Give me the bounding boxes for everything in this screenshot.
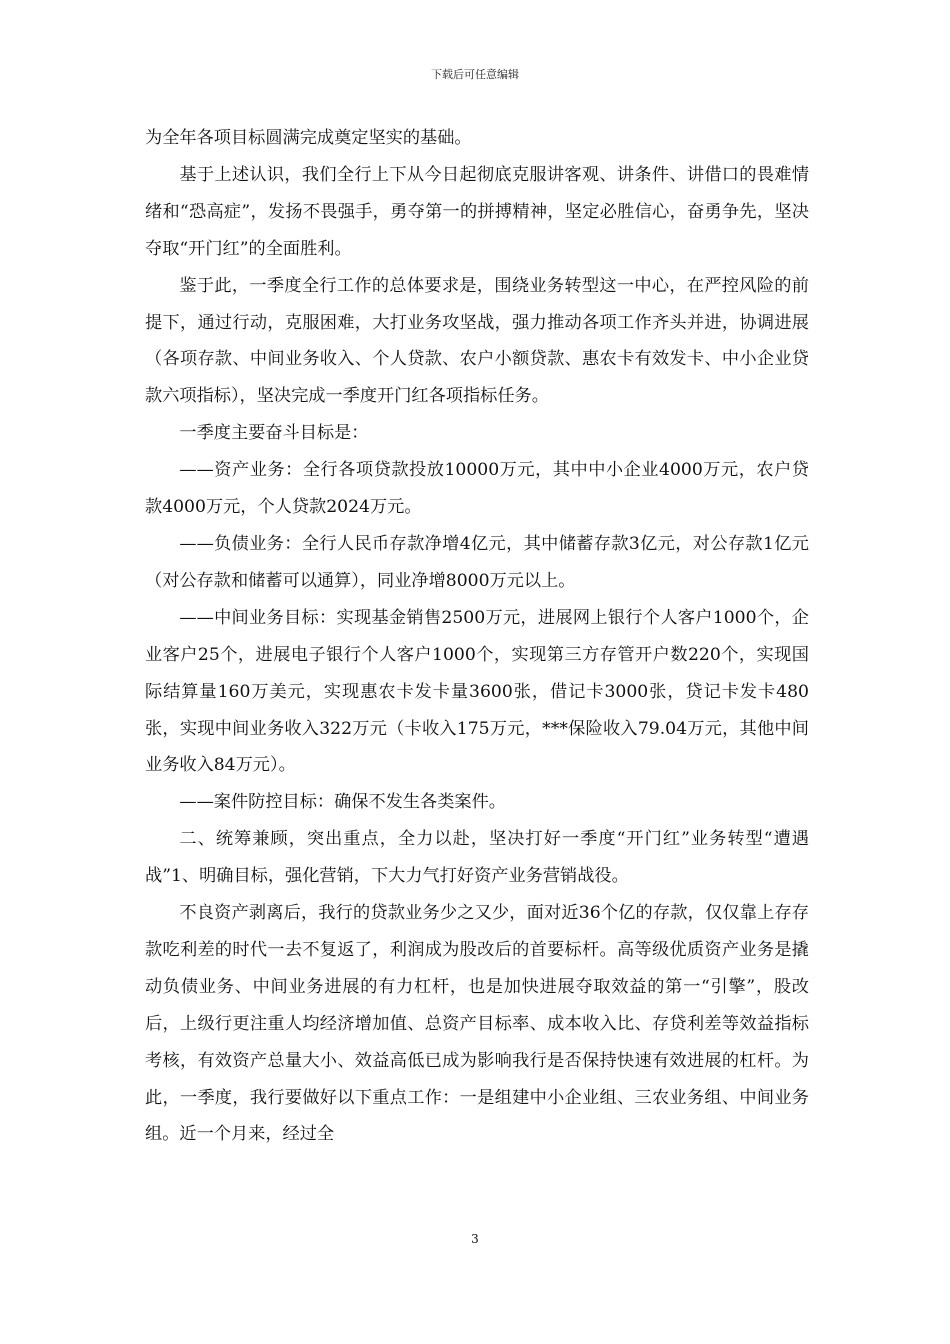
paragraph: 一季度主要奋斗目标是： [179,423,369,444]
document-body [145,120,809,1153]
paragraph: 为全年各项目标圆满完成奠定坚实的基础。 [145,128,472,148]
paragraph: ——负债业务：全行人民币存款净增4亿元，其中储蓄存款3亿元，对公存款1亿元（对公存款和储蓄可以通算），同业净增8000万元以上。 [145,533,809,591]
paragraph: 不良资产剥离后，我行的贷款业务少之又少，面对近36个亿的存款，仅仅靠上存存款吃利差的时代一去不复返了，利润成为股改后的首要标杆。高等级优质资产业务是撬动负债业务、中间业务进展的有力杠杆，也是加快进展夺取效益的第一“引擎”，股改后，上级行更注重人均经济增加值、总资产目标率、成本收入比、存贷利差等效益指标考核，有效资产总量大小、效益高低已成为影响我行是否保持快速有效进展的杠杆。为此，一季度，我行要做好以下重点工作：一是组建中小企业组、三农业务组、中间业务组。近一个月来，经过全 [145,903,809,1145]
paragraph: ——案件防控目标：确保不发生各类案件。 [179,792,506,813]
paragraph: 鉴于此，一季度全行工作的总体要求是，围绕业务转型这一中心，在严控风险的前提下，通过行动，克服困难，大打业务攻坚战，强力推动各项工作齐头并进，协调进展（各项存款、中间业务收入、个人贷款、农户小额贷款、惠农卡有效发卡、中小企业贷款六项指标），坚决完成一季度开门红各项指标任务。 [145,275,809,407]
paragraph: ——资产业务：全行各项贷款投放10000万元，其中中小企业4000万元，农户贷款4000万元，个人贷款2024万元。 [145,460,809,518]
paragraph: 二、统筹兼顾，突出重点，全力以赴，坚决打好一季度“开门红”业务转型“遭遇战”1、明确目标，强化营销，下大力气打好资产业务营销战役。 [145,829,809,887]
paragraph: ——中间业务目标：实现基金销售2500万元，进展网上银行个人客户1000个，企业客户25个，进展电子银行个人客户1000个，实现第三方存管开户数220个，实现国际结算量160万美元，实现惠农卡发卡量3600张，借记卡3000张，贷记卡发卡480张，实现中间业务收入322万元（卡收入175万元，***保险收入79.04万元，其他中间业务收入84万元）。 [145,607,809,776]
paragraph: 基于上述认识，我们全行上下从今日起彻底克服讲客观、讲条件、讲借口的畏难情绪和“恐高症”，发扬不畏强手，勇夺第一的拼搏精神，坚定必胜信心，奋勇争先，坚决夺取“开门红”的全面胜利。 [145,164,809,259]
page-number: 3 [471,1232,479,1246]
page-header-note: 下载后可任意编辑 [431,68,519,81]
